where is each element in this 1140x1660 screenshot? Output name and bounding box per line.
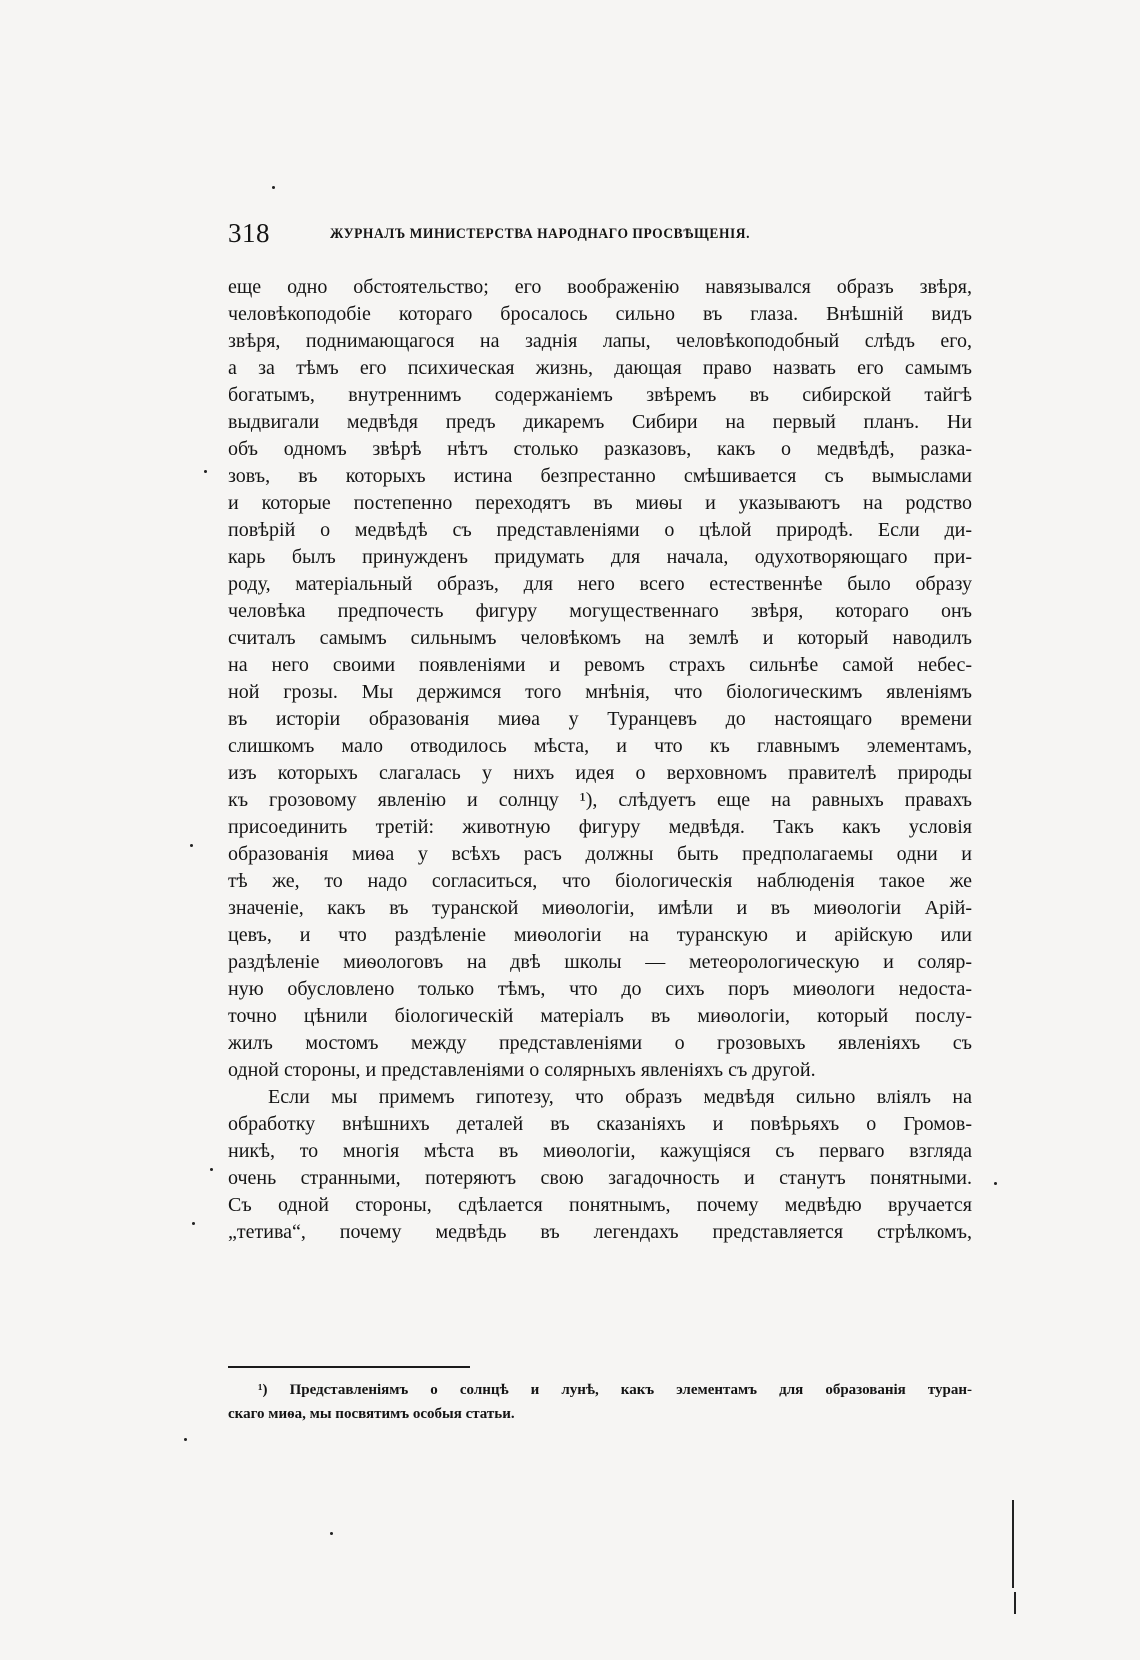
text-line: выдвигали медвѣдя предъ дикаремъ Сибири на первый планъ. Ни xyxy=(228,411,972,433)
scan-speck xyxy=(184,1438,187,1441)
text-line: тѣ же, то надо согласиться, что біологическія наблюденія такое же xyxy=(228,870,972,892)
text-line: еще одно обстоятельство; его воображенію навязывался образъ звѣря, xyxy=(228,276,972,298)
text-line: Если мы примемъ гипотезу, что образъ медвѣдя сильно вліялъ на xyxy=(268,1086,972,1108)
footnote-line: скаго миѳа, мы посвятимъ особыя статьи. xyxy=(228,1406,515,1422)
text-line: и которые постепенно переходятъ въ миѳы и указываютъ на родство xyxy=(228,492,972,514)
text-line: зовъ, въ которыхъ истина безпрестанно смѣшивается съ вымыслами xyxy=(228,465,972,487)
text-line: объ одномъ звѣрѣ нѣтъ столько разказовъ, какъ о медвѣдѣ, разка- xyxy=(228,438,972,460)
text-line: присоединить третій: животную фигуру медвѣдя. Такъ какъ условія xyxy=(228,816,972,838)
footnotes xyxy=(228,1378,972,1426)
text-line: цевъ, и что раздѣленіе миѳологіи на туранскую и арійскую или xyxy=(228,924,972,946)
text-line: очень странными, потеряютъ свою загадочность и станутъ понятными. xyxy=(228,1167,972,1189)
scan-edge-mark xyxy=(1012,1500,1014,1588)
text-line: карь былъ принужденъ придумать для начала, одухотворяющаго при- xyxy=(228,546,972,568)
text-line: богатымъ, внутреннимъ содержаніемъ звѣремъ въ сибирской тайгѣ xyxy=(228,384,972,406)
text-line: Съ одной стороны, сдѣлается понятнымъ, почему медвѣдю вручается xyxy=(228,1194,972,1216)
text-line: на него своими появленіями и ревомъ страхъ сильнѣе самой небес- xyxy=(228,654,972,676)
footnote-rule xyxy=(228,1366,470,1368)
text-line: одной стороны, и представленіями о солярныхъ явленіяхъ съ другой. xyxy=(228,1059,816,1081)
text-line: изъ которыхъ слагалась у нихъ идея о верховномъ правителѣ природы xyxy=(228,762,972,784)
text-line: ной грозы. Мы держимся того мнѣнія, что біологическимъ явленіямъ xyxy=(228,681,972,703)
running-title: ЖУРНАЛЪ МИНИСТЕРСТВА НАРОДНАГО ПРОСВѢЩЕНІЯ. xyxy=(330,226,751,242)
text-line: повѣрій о медвѣдѣ съ представленіями о цѣлой природѣ. Если ди- xyxy=(228,519,972,541)
text-line: человѣкоподобіе котораго бросалось сильно въ глаза. Внѣшній видъ xyxy=(228,303,972,325)
footnote-line: ¹) Представленіямъ о солнцѣ и лунѣ, какъ элементамъ для образованія туран- xyxy=(258,1382,972,1398)
text-line: считалъ самымъ сильнымъ человѣкомъ на землѣ и который наводилъ xyxy=(228,627,972,649)
scan-speck xyxy=(272,186,275,189)
text-line: „тетива“, почему медвѣдь въ легендахъ представляется стрѣлкомъ, xyxy=(228,1221,972,1243)
text-line: слишкомъ мало отводилось мѣста, и что къ главнымъ элементамъ, xyxy=(228,735,972,757)
text-line: жилъ мостомъ между представленіями о грозовыхъ явленіяхъ съ xyxy=(228,1032,972,1054)
text-line: къ грозовому явленію и солнцу ¹), слѣдуетъ еще на равныхъ правахъ xyxy=(228,789,972,811)
scan-speck xyxy=(210,1168,213,1171)
text-line: обработку внѣшнихъ деталей въ сказаніяхъ и повѣрьяхъ о Громов- xyxy=(228,1113,972,1135)
page-header xyxy=(228,218,972,254)
text-line: а за тѣмъ его психическая жизнь, дающая право назвать его самымъ xyxy=(228,357,972,379)
text-line: раздѣленіе миѳологовъ на двѣ школы — метеорологическую и соляр- xyxy=(228,951,972,973)
text-line: точно цѣнили біологическій матеріалъ въ миѳологіи, который послу- xyxy=(228,1005,972,1027)
text-line: звѣря, поднимающагося на заднія лапы, человѣкоподобный слѣдъ его, xyxy=(228,330,972,352)
scan-edge-mark xyxy=(1014,1592,1016,1614)
body-text xyxy=(228,274,972,1246)
page-number: 318 xyxy=(228,218,270,248)
scan-speck xyxy=(994,1182,997,1185)
text-line: значеніе, какъ въ туранской миѳологіи, имѣли и въ миѳологіи Арій- xyxy=(228,897,972,919)
text-line: роду, матеріальный образъ, для него всего естественнѣе было образу xyxy=(228,573,972,595)
text-line: въ исторіи образованія миѳа у Туранцевъ до настоящаго времени xyxy=(228,708,972,730)
text-line: человѣка предпочесть фигуру могущественнаго звѣря, котораго онъ xyxy=(228,600,972,622)
text-line: образованія миѳа у всѣхъ расъ должны быть предполагаемы одни и xyxy=(228,843,972,865)
text-line: никѣ, то многія мѣста въ миѳологіи, кажущіяся съ перваго взгляда xyxy=(228,1140,972,1162)
scan-speck xyxy=(192,1222,195,1225)
scan-speck xyxy=(204,470,207,473)
scan-speck xyxy=(190,844,193,847)
scan-speck xyxy=(330,1532,333,1535)
text-line: ную обусловлено только тѣмъ, что до сихъ поръ миѳологи недоста- xyxy=(228,978,972,1000)
